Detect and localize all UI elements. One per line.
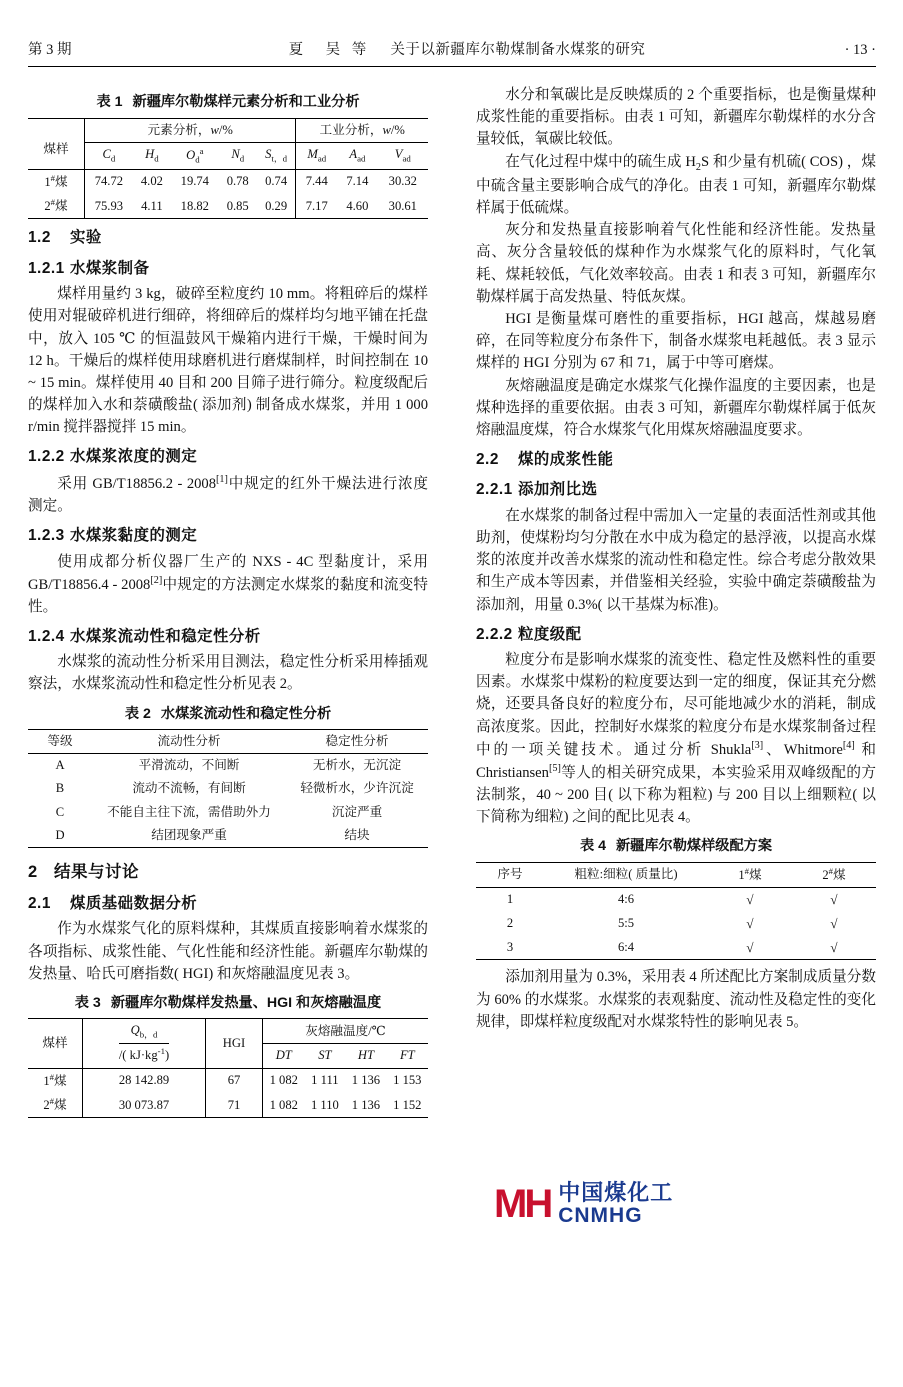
table3-col-st: ST [318,1048,332,1063]
running-article-title: 关于以新疆库尔勒煤制备水煤浆的研究 [390,42,646,58]
paragraph-r5: 灰熔融温度是确定水煤浆气化操作温度的主要因素，也是煤种选择的重要依据。由表 3 可知，新疆库尔勒煤样属于低灰熔融温度煤，符合水煤浆气化用煤灰熔融温度要求。 [476,377,876,438]
table4-title: 新疆库尔勒煤样级配方案 [615,838,773,855]
paragraph-r-last: 添加剂用量为 0.3%，采用表 4 所述配比方案制成质量分数为 60% 的水煤浆。水煤浆的表观黏度、流动性及稳定性的变化规律，即煤样粒度级配对水煤浆特性的影响见表 5。 [476,969,876,1030]
section-2-title: 结果与讨论 [54,862,139,881]
table1-r0-c0: 74.72 [85,169,133,194]
table1-header-elemental: 元素分析，w/% [85,118,296,142]
paragraph-r2: 在气化过程中煤中的硫生成 $H_2S$ 和少量有机硫( COS) ，煤中硫含量主要影响合成气的净化。由表 1 可知，新疆库尔勒煤样属于低硫煤。 [476,153,876,217]
table1-header-sample: 煤样 [43,142,69,157]
left-column [28,84,428,1124]
table3-r0-st: 1 111 [311,1073,339,1088]
table1-r0-c7: 30.32 [388,174,417,189]
section-heading-2-2-2 [476,623,876,646]
table2-col-flow: 流动性分析 [157,734,221,749]
table2-r0-c2: 无析水，无沉淀 [312,758,402,773]
table1-header-proximate: 工业分析，w/% [296,118,428,142]
table1-group-header-row [28,118,428,142]
running-title [148,38,786,59]
table1-r0-c3: 0.78 [226,174,249,189]
logo-text-cn: 中国煤化工 [558,1180,674,1206]
table1-col-nd: $N_d$ [231,147,245,164]
table2-caption [28,704,428,726]
table-row [28,754,428,778]
section-1-2-4-title: 水煤浆流动性和稳定性分析 [70,627,261,645]
section-1-2-2-title: 水煤浆浓度的测定 [70,448,198,466]
table3-r1-q: 30 073.87 [83,1093,206,1118]
table3-header-sample: 煤样 [42,1036,68,1051]
table4-col-coal1: 1#煤 [738,865,762,882]
section-2-number: 2 [28,862,38,881]
table1-title: 新疆库尔勒煤样元素分析和工业分析 [132,94,360,110]
table3-wrap [28,1018,428,1118]
paragraph-1-2-3: 使用成都分析仪器厂生产的 NXS - 4C 型黏度计，采用 GB/T18856.4 - 2008[2]中规定的方法测定水煤浆的黏度和流变特性。 [28,553,428,615]
table3-r1-hgi: 71 [206,1093,263,1118]
table2-r1-c2: 轻微析水，少许沉淀 [300,781,414,796]
table1 [28,118,428,220]
issue-number: 第 3 期 [28,42,72,58]
section-1-2-2-number: 1.2.2 [28,448,65,466]
table3-header-hgi: HGI [206,1019,263,1068]
logo-text-en: CNMHG [558,1203,643,1227]
table3-title: 新疆库尔勒煤样发热量、HGI 和灰熔融温度 [110,994,382,1011]
paragraph-r3: 灰分和发热量直接影响着气化性能和经济性能。发热量高、灰分含量较低的煤种作为水煤浆气化的原料时，气化氧耗、煤耗较低，气化效率较高。由表 1 和表 3 可知，新疆库尔勒煤样属于高发热量、特低灰煤。 [476,222,876,305]
running-authors: 夏 吴 等 [288,42,371,58]
table2-wrap [28,729,428,848]
section-1-2-3-number: 1.2.3 [28,527,65,545]
table4-col-ratio: 粗粒:细粒( 质量比) [574,867,678,882]
table3-r1-st: 1 110 [310,1097,339,1112]
table4-col-index: 序号 [497,867,523,882]
table1-r0-c4: 0.74 [265,174,288,189]
table1-r0-c1: 4.02 [140,174,163,189]
table4-r2-c2: √ [746,939,754,955]
table1-col-vad: $V_{ad}$ [394,147,411,164]
table4-r1-c0: 2 [506,916,514,931]
page-number: · 13 · [844,42,876,58]
table3-r1-sample: 2#煤 [43,1096,67,1113]
table-row [28,194,428,219]
table2-label: 表 2 [124,705,151,722]
table3-caption [28,993,428,1015]
table3 [28,1018,428,1118]
table1-col-cd: $C_d$ [85,142,133,169]
table1-r1-c6: 4.60 [346,198,369,213]
table3-r1-ft: 1 152 [393,1097,422,1112]
table3-header-q: $Q_{b,d}$ /( $kJ\cdot kg^{-1}$) [83,1019,206,1068]
table4-col-coal2: 2#煤 [822,865,846,882]
table3-col-ft: FT [399,1048,415,1063]
page-header [28,38,876,59]
section-1-2-3-title: 水煤浆黏度的测定 [70,527,198,545]
table4-caption [476,836,876,858]
table3-r0-sample: 1#煤 [43,1071,67,1088]
section-heading-1-2-2 [28,445,428,468]
table3-r0-dt: 1 082 [263,1068,305,1093]
table3-r0-hgi: 67 [206,1068,263,1093]
table1-column-header-row [28,142,428,169]
table2-r3-c2: 结块 [344,827,370,842]
section-1-2-4-number: 1.2.4 [28,627,65,645]
table1-r1-c1: 4.11 [141,198,163,213]
table-row [476,888,876,912]
section-1-2-title: 实验 [70,229,102,247]
table3-group-header-row [28,1019,428,1044]
table1-col-aad: $A_{ad}$ [349,147,366,164]
header-divider [28,66,876,67]
table1-col-std: $S_{t,d}$ [265,147,288,164]
table4-label: 表 4 [579,838,606,855]
table1-label: 表 1 [96,94,123,110]
table4-r0-c0: 1 [506,892,514,907]
section-1-2-1-title: 水煤浆制备 [70,259,150,277]
table1-r1-c0: 75.93 [85,194,133,219]
table2-r1-c0: B [55,781,65,796]
table4-r0-c1: 4:6 [617,892,635,907]
table1-col-od: $O_d^a$ [186,145,204,165]
paragraph-1-2-2: 采用 GB/T18856.2 - 2008[1]中规定的红外干燥法进行浓度测定。 [28,473,428,514]
section-heading-1-2 [28,226,428,249]
table2-r2-c2: 沉淀严重 [331,804,383,819]
table4-header-row [476,862,876,887]
right-column [476,84,876,1033]
section-1-2-1-number: 1.2.1 [28,259,65,277]
table-row [28,1093,428,1118]
table4 [476,862,876,961]
table4-r0-c3: √ [830,892,838,908]
table3-r0-ft: 1 153 [393,1073,422,1088]
table2-header-row [28,730,428,754]
paragraph-2-2-1: 在水煤浆的制备过程中需加入一定量的表面活性剂或其他助剂，使煤粉均匀分散在水中成为稳定的悬浮液，以提高水煤浆的浓度并改善水煤浆的流动性和稳定性。综合考虑分散效果和生产成本等因素，并借鉴相关经验，实验中确定萘磺酸盐为添加剂，用量 0.3%( 以干基煤为标准)。 [476,507,876,613]
table2-col-grade: 等级 [47,734,73,749]
table1-r1-c7: 30.61 [388,198,417,213]
table4-r1-c3: √ [830,915,838,931]
table1-r0-sample: 1#煤 [44,172,68,189]
table3-r1-dt: 1 082 [263,1093,305,1118]
table1-col-mad: $M_{ad}$ [296,142,337,169]
section-heading-1-2-3 [28,524,428,547]
paragraph-r1: 水分和氧碳比是反映煤质的 2 个重要指标，也是衡量煤种成浆性能的重要指标。由表 1 可知，新疆库尔勒煤样的水分含量较低，氧碳比较低。 [476,87,876,148]
paragraph-1-2-1: 煤样用量约 3 kg，破碎至粒度约 10 mm。将粗碎后的煤样使用对辊破碎机进行细碎，将细碎后的煤样均匀地平铺在托盘中，放入 105 ℃ 的恒温鼓风干燥箱内进行干燥，干燥时间为 12 h。干燥后的煤样使用球磨机进行磨煤制样，时间控制在 10 ~ 15 min。煤样使用 40 目和 200 目筛子进行筛分。粒度级配后的煤样加入水和萘磺酸盐( 添加剂) 制备成水煤浆，并用 1 000 r/min 搅拌器搅拌 15 min。 [28,286,428,436]
table3-label: 表 3 [74,994,101,1011]
table-row [28,824,428,848]
publisher-logo [494,1178,754,1230]
paragraph-2-2-2: 粒度分布是影响水煤浆的流变性、稳定性及燃料性的重要因素。水煤浆中煤粉的粒度要达到一定的细度，保证其充分燃烧，还要具备良好的粒度分布，尽可能地减少水的消耗，制成高浓度浆。因此，控制好水煤浆的粒度分布是水煤浆制备过程中的一项关键技术。通过分析 Shukla[3]、Whitmore[4] 和 Christiansen[5]等人的相关研究成果，本实验采用双峰级配的方法制浆，40 ~ 200 目( 以下称为粗粒) 与 200 目以上细颗粒( 以下简称为细粒) 之间的配比见表 4。 [476,652,876,826]
section-2-1-title: 煤质基础数据分析 [70,894,198,912]
section-2-2-1-number: 2.2.1 [476,481,513,499]
section-heading-2 [28,860,428,885]
table2-r3-c1: 结团现象严重 [151,827,227,842]
table-row [28,169,428,194]
table1-wrap [28,118,428,220]
table3-col-ht: HT [357,1048,374,1063]
table4-r2-c3: √ [830,939,838,955]
table2-r1-c1: 流动不流畅，有间断 [132,781,246,796]
section-heading-2-1 [28,892,428,915]
table2-r2-c0: C [55,804,65,819]
section-2-2-number: 2.2 [476,451,499,469]
table4-r0-c2: √ [746,892,754,908]
table-row [28,777,428,800]
table3-r0-ht: 1 136 [351,1073,381,1088]
mh-monogram-icon: MH [494,1182,551,1226]
table1-r1-c3: 0.85 [226,198,249,213]
table3-r0-q: 28 142.89 [83,1068,206,1093]
table1-r1-c4: 0.29 [265,198,288,213]
table2-r0-c0: A [55,758,65,773]
table4-r1-c1: 5:5 [617,916,635,931]
table3-r1-ht: 1 136 [351,1097,381,1112]
table3-header-ash: 灰熔融温度/℃ [263,1019,429,1044]
table1-r1-c5: 7.17 [296,194,337,219]
table4-r2-c0: 3 [506,939,514,954]
paragraph-1-2-4: 水煤浆的流动性分析采用目测法，稳定性分析采用棒插观察法，水煤浆流动性和稳定性分析见表 2。 [28,654,428,693]
table2-title: 水煤浆流动性和稳定性分析 [160,705,332,722]
section-2-2-2-number: 2.2.2 [476,625,513,643]
table-row [28,1068,428,1093]
table2-r2-c1: 不能自主往下流，需借助外力 [107,804,271,819]
table3-col-dt: DT [263,1044,305,1069]
table1-caption [28,92,428,114]
table2-r0-c1: 平滑流动，不间断 [138,758,240,773]
table1-r1-sample: 2#煤 [44,197,68,214]
table1-r0-c2: 19.74 [180,174,209,189]
table4-r1-c2: √ [746,915,754,931]
table1-r0-c6: 7.14 [346,174,369,189]
table4-wrap [476,862,876,961]
section-2-2-title: 煤的成浆性能 [518,451,614,469]
logo-text [558,1181,673,1226]
paragraph-2-1: 作为水煤浆气化的原料煤种，其煤质直接影响着水煤浆的各项指标、成浆性能、气化性能和经济性能。新疆库尔勒煤的 发热量、哈氏可磨指数( HGI) 和灰熔融温度见表 3。 [28,921,428,982]
section-heading-1-2-1 [28,257,428,280]
table2-col-stability: 稳定性分析 [325,734,389,749]
table2-r3-c0: D [55,827,65,842]
table-row [476,912,876,936]
section-1-2-number: 1.2 [28,229,51,247]
section-2-2-2-title: 粒度级配 [518,625,582,643]
table1-r0-c5: 7.44 [296,169,337,194]
table-row [476,936,876,960]
section-2-1-number: 2.1 [28,894,51,912]
section-heading-2-2-1 [476,478,876,501]
section-2-2-1-title: 添加剂比选 [518,481,598,499]
table4-r2-c1: 6:4 [617,939,635,954]
table1-r1-c2: 18.82 [180,198,209,213]
table1-col-hd: $H_d$ [145,147,159,164]
table-row [28,801,428,824]
section-heading-2-2 [476,448,876,471]
paragraph-r4: HGI 是衡量煤可磨性的重要指标，HGI 越高，煤越易磨碎，在同等粒度分布条件下，制备水煤浆电耗越低。表 3 显示煤样的 HGI 分别为 67 和 71，属于中等可磨煤。 [476,310,876,372]
section-heading-1-2-4 [28,625,428,648]
table2 [28,729,428,848]
